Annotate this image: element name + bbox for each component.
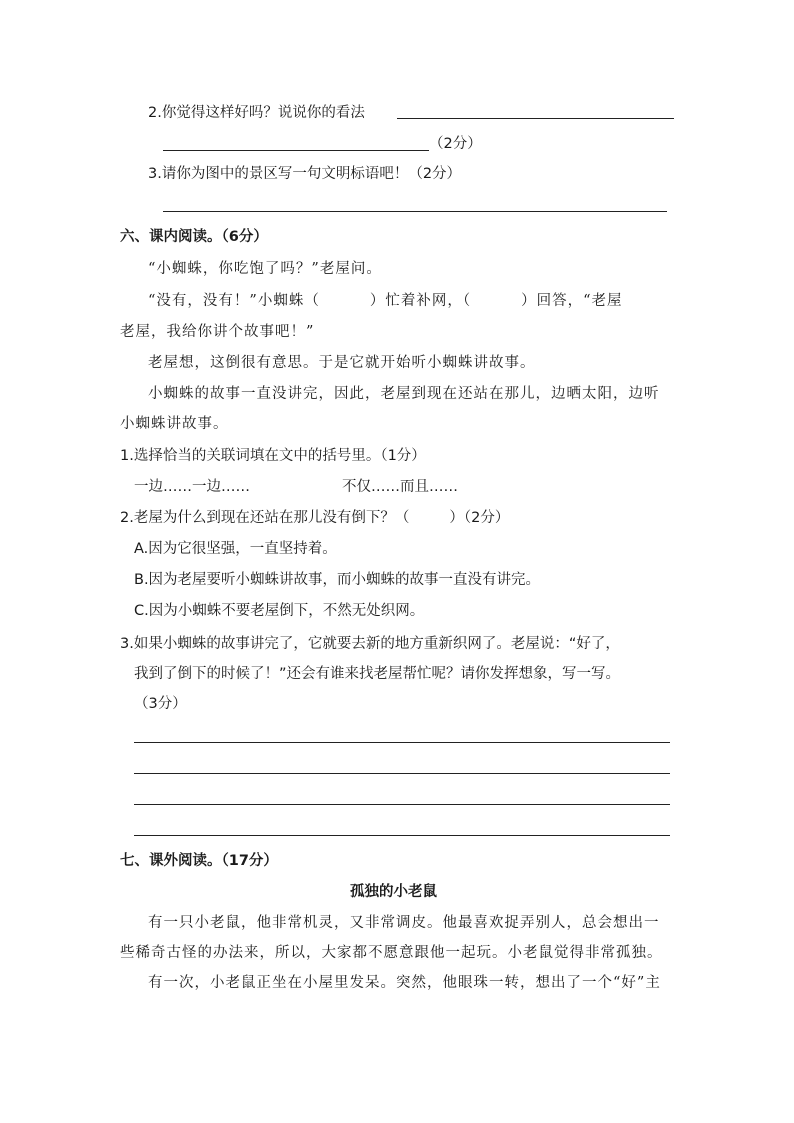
question-3-text-continued: 我到了倒下的时候了！”还会有谁来找老屋帮忙呢？请你发挥想象，写一写。 (134, 666, 621, 682)
answer-line[interactable] (163, 211, 667, 212)
question-3-text: 3.如果小蜘蛛的故事讲完了，它就要去新的地方重新织网了。老屋说：“好了， (120, 636, 620, 652)
question-2-text: 2.老屋为什么到现在还站在那儿没有倒下？（ ）（2分） (120, 510, 510, 526)
passage-paragraph: “没有，没有！”小蜘蛛（ ）忙着补网，（ ）回答，“老屋 (148, 293, 623, 309)
passage-paragraph: “小蜘蛛，你吃饱了吗？”老屋问。 (148, 261, 382, 277)
answer-line[interactable] (163, 150, 429, 151)
story-paragraph: 有一只小老鼠，他非常机灵，又非常调皮。他最喜欢捉弄别人，总会想出一 (148, 915, 660, 931)
choice-c[interactable]: C.因为小蜘蛛不要老屋倒下，不然无处织网。 (134, 603, 425, 619)
question-3-score: （3分） (134, 696, 187, 712)
answer-line[interactable] (134, 804, 670, 805)
question-2-score: （2分） (429, 136, 482, 152)
option-conjunction-2[interactable]: 不仅……而且…… (342, 479, 458, 495)
section-7-heading: 七、课外阅读。（17分） (120, 853, 278, 869)
story-paragraph-continued: 些稀奇古怪的办法来，所以，大家都不愿意跟他一起玩。小老鼠觉得非常孤独。 (120, 945, 663, 961)
question-2-text: 2.你觉得这样好吗？说说你的看法 (148, 105, 365, 121)
answer-line[interactable] (397, 118, 674, 119)
answer-line[interactable] (134, 742, 670, 743)
choice-a[interactable]: A.因为它很坚强，一直坚持着。 (134, 541, 337, 557)
answer-line[interactable] (134, 835, 670, 836)
story-title: 孤独的小老鼠 (350, 884, 437, 900)
option-conjunction-1[interactable]: 一边……一边…… (134, 479, 250, 495)
question-3-text: 3.请你为图中的景区写一句文明标语吧！（2分） (148, 166, 462, 182)
passage-paragraph-continued: 老屋，我给你讲个故事吧！” (120, 324, 315, 340)
choice-b[interactable]: B.因为老屋要听小蜘蛛讲故事，而小蜘蛛的故事一直没有讲完。 (134, 572, 541, 588)
story-paragraph: 有一次，小老鼠正坐在小屋里发呆。突然，他眼珠一转，想出了一个“好”主 (148, 975, 661, 991)
question-1-text: 1.选择恰当的关联词填在文中的括号里。（1分） (120, 448, 426, 464)
section-6-heading: 六、课内阅读。（6分） (120, 229, 268, 245)
passage-paragraph: 小蜘蛛的故事一直没讲完，因此，老屋到现在还站在那儿，边晒太阳，边听 (148, 386, 660, 402)
passage-paragraph-continued: 小蜘蛛讲故事。 (120, 416, 229, 432)
answer-line[interactable] (134, 773, 670, 774)
passage-paragraph: 老屋想，这倒很有意思。于是它就开始听小蜘蛛讲故事。 (148, 355, 536, 371)
